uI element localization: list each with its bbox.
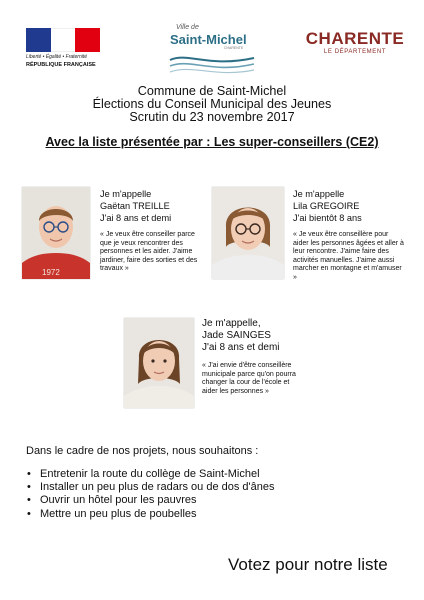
- candidate-quote: « Je veux être conseiller parce que je veux rencontrer des personnes et les aider. J'aime jardiner, faire des sorties et des travaux »: [100, 231, 198, 273]
- candidate-name: Jade SAINGES: [202, 330, 271, 341]
- candidate-card: [293, 188, 405, 283]
- sm-prefix: Ville de: [176, 24, 199, 31]
- header-scrutin: Scrutin du 23 novembre 2017: [129, 110, 295, 124]
- candidate-photo: [124, 318, 194, 408]
- candidate-age: J'ai bientôt 8 ans: [293, 213, 362, 223]
- candidate-intro: Je m'appelle: [100, 189, 152, 199]
- candidate-name: Lila GREGOIRE: [293, 201, 360, 211]
- saint-michel-logo: [168, 24, 256, 74]
- candidate-photo: [212, 187, 284, 279]
- candidate-photo: [22, 187, 90, 279]
- sm-sub: CHARENTE: [224, 46, 244, 50]
- charente-name: CHARENTE: [305, 29, 405, 48]
- marianne-flag-icon: [26, 28, 100, 52]
- candidate-intro: Je m'appelle: [293, 189, 345, 199]
- list-item: • Installer un peu plus de radars ou de dos d'ânes: [26, 481, 274, 494]
- closing-call: Votez pour notre liste: [228, 555, 388, 574]
- candidate-intro: Je m'appelle,: [202, 318, 261, 329]
- candidate-age: J'ai 8 ans et demi: [100, 213, 172, 223]
- rf-name: RÉPUBLIQUE FRANÇAISE: [26, 62, 96, 68]
- candidate-age: J'ai 8 ans et demi: [202, 342, 280, 353]
- candidate-card: [202, 318, 306, 396]
- list-title: [0, 135, 424, 149]
- list-title-text: Avec la liste présentée par : Les super-conseillers (CE2): [45, 135, 379, 149]
- candidate-card: [100, 188, 208, 274]
- charente-logo: [304, 30, 406, 60]
- candidate-quote: « Je veux être conseillère pour aider les personnes âgées et aller à leur rencontre. J'aime faire des activités manuelles. J'aime aussi marcher en montagne et m'amuser »: [293, 231, 404, 281]
- projects-list: [26, 468, 274, 521]
- candidate-quote: « J'ai envie d'être conseillère municipale parce qu'on pourra changer la cour de l'école et aider les personnes »: [202, 362, 296, 395]
- rf-motto: Liberté • Égalité • Fraternité: [26, 54, 88, 60]
- header-election: Élections du Conseil Municipal des Jeunes: [92, 97, 332, 111]
- list-item: • Entretenir la route du collège de Saint-Michel: [26, 468, 274, 481]
- republique-francaise-logo: [26, 28, 102, 74]
- header-commune: Commune de Saint-Michel: [137, 84, 287, 98]
- wave-icon: [168, 52, 256, 74]
- list-item: • Ouvrir un hôtel pour les pauvres: [26, 494, 274, 507]
- candidate-name: Gaëtan TREILLE: [100, 201, 170, 211]
- charente-sub: LE DÉPARTEMENT: [323, 49, 387, 55]
- svg-text:1972: 1972: [42, 268, 60, 277]
- sm-name: Saint-Michel: [170, 32, 247, 47]
- list-item: • Mettre un peu plus de poubelles: [26, 508, 274, 521]
- projects-intro: Dans le cadre de nos projets, nous souhaitons :: [26, 445, 259, 457]
